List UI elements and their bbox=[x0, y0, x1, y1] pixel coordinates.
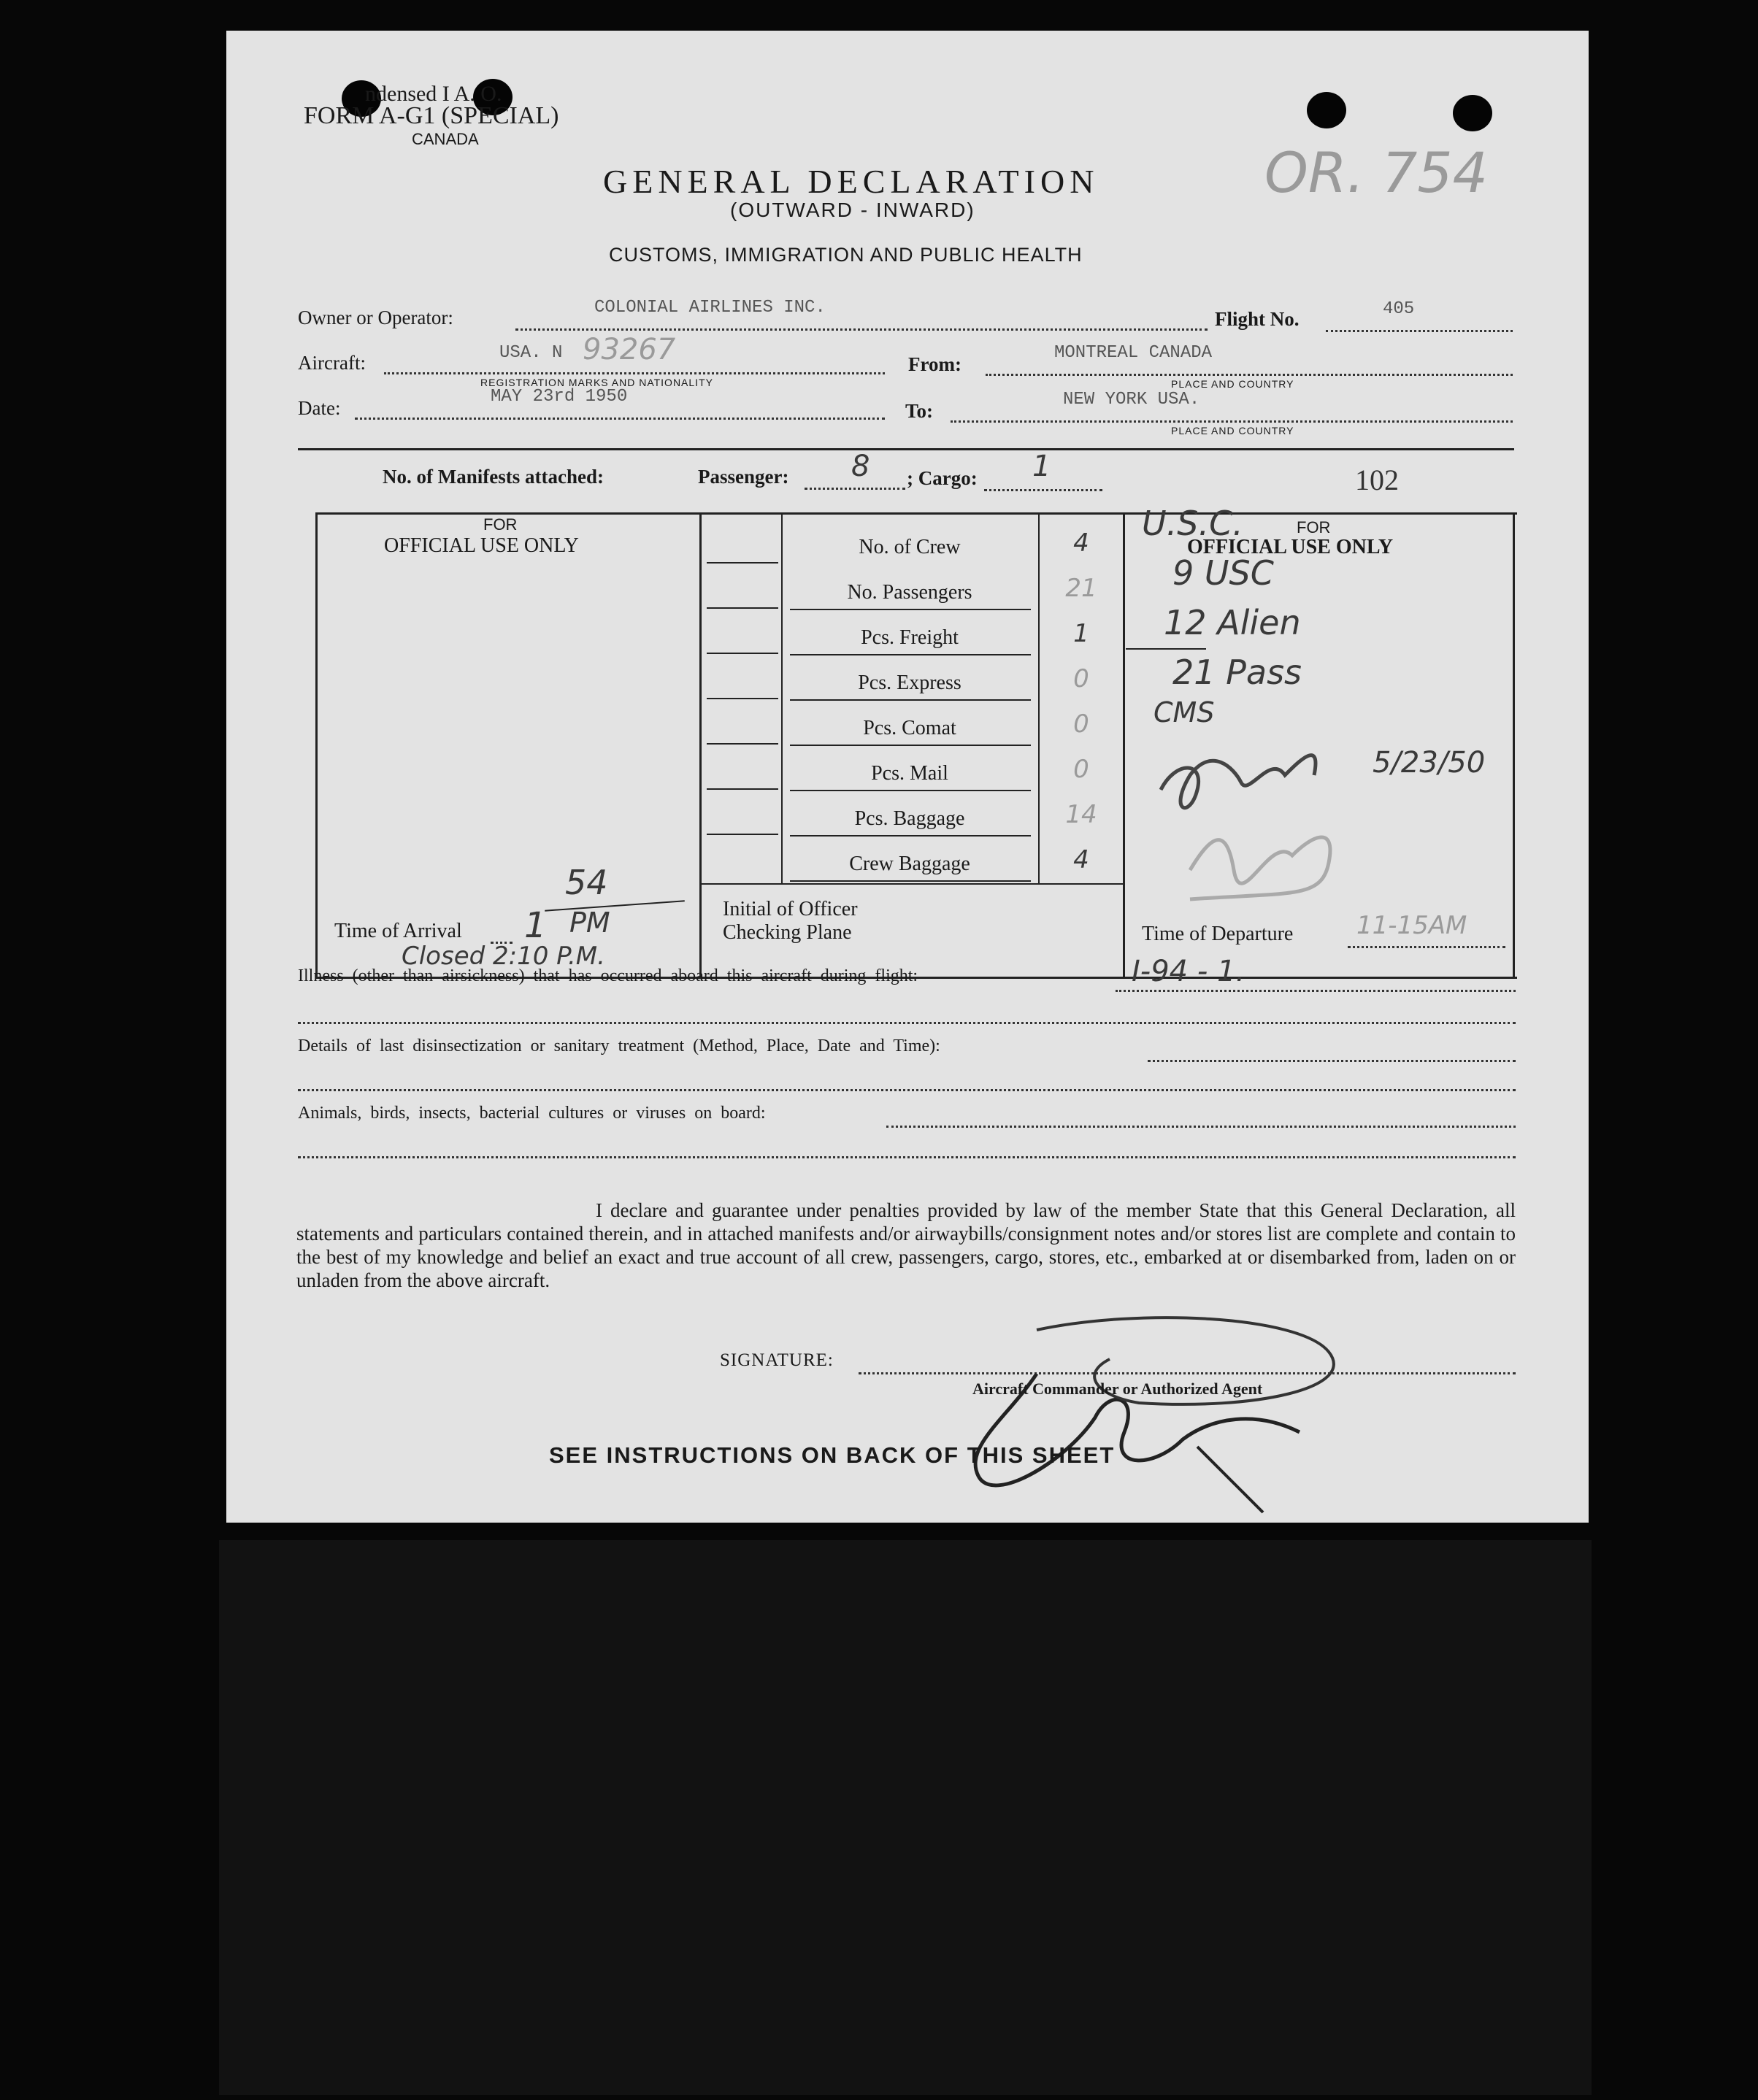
initial-officer-line2: Checking Plane bbox=[723, 921, 852, 944]
owner-value: COLONIAL AIRLINES INC. bbox=[594, 298, 826, 318]
official-note: CMS bbox=[1154, 696, 1215, 728]
official-note: U.S.C. bbox=[1142, 504, 1243, 543]
arrival-minutes: 54 bbox=[565, 863, 608, 902]
signature-caption: Aircraft Commander or Authorized Agent bbox=[972, 1380, 1263, 1398]
row-label: No. Passengers bbox=[847, 581, 972, 604]
to-caption: PLACE AND COUNTRY bbox=[1171, 425, 1294, 436]
date-value: MAY 23rd 1950 bbox=[491, 387, 628, 407]
instructions-footer: SEE INSTRUCTIONS ON BACK OF THIS SHEET bbox=[549, 1442, 1116, 1468]
form-country: CANADA bbox=[412, 130, 479, 148]
row-label: No. of Crew bbox=[859, 536, 961, 558]
row-value: 4 bbox=[1073, 528, 1089, 558]
row-value: 1 bbox=[1073, 619, 1089, 648]
official-note: 21 Pass bbox=[1172, 653, 1302, 692]
aircraft-label: Aircraft: bbox=[298, 352, 366, 374]
from-label: From: bbox=[908, 353, 961, 375]
to-label: To: bbox=[905, 400, 934, 422]
form-condensed-line: ndensed I A. O. bbox=[365, 82, 502, 106]
signature-label: SIGNATURE: bbox=[720, 1350, 834, 1370]
cargo-value: 1 bbox=[1032, 450, 1051, 483]
right-official-for: FOR bbox=[1297, 518, 1331, 536]
form-subtitle: (OUTWARD - INWARD) bbox=[730, 199, 975, 221]
punch-hole bbox=[1453, 95, 1492, 131]
row-label: Pcs. Express bbox=[858, 672, 961, 694]
official-note: 5/23/50 bbox=[1373, 746, 1486, 780]
aircraft-caption: REGISTRATION MARKS AND NATIONALITY bbox=[480, 377, 713, 388]
stamp-number: OR. 754 bbox=[1264, 140, 1489, 205]
passenger-value: 8 bbox=[851, 450, 870, 483]
to-value: NEW YORK USA. bbox=[1063, 390, 1200, 409]
from-caption: PLACE AND COUNTRY bbox=[1171, 378, 1294, 390]
row-label: Pcs. Freight bbox=[861, 626, 959, 649]
aircraft-value-typed: USA. N bbox=[499, 343, 563, 363]
row-value: 0 bbox=[1073, 709, 1089, 739]
officer-initials-mark bbox=[1146, 724, 1394, 943]
passenger-label: Passenger: bbox=[698, 466, 789, 488]
punch-hole bbox=[1307, 92, 1346, 128]
declaration-text: I declare and guarantee under penalties provided by law of the member State that this General Declaration, all statements and particulars contained therein, and in attached manifests and/or airwaybills/consignment notes and/or stores list are complete and contain to the best of my knowledge and belief an exact and true account of all crew, passengers, cargo, stores, etc., embarked at or disembarked from, laden on or unladen from the above aircraft. bbox=[296, 1199, 1516, 1291]
row-label: Pcs. Mail bbox=[871, 762, 948, 785]
row-value: 0 bbox=[1073, 664, 1089, 693]
aircraft-value-hand: 93267 bbox=[583, 333, 676, 366]
row-label: Pcs. Baggage bbox=[854, 807, 965, 830]
time-of-arrival-label: Time of Arrival bbox=[334, 920, 462, 942]
form-number: FORM A-G1 (SPECIAL) bbox=[304, 102, 559, 129]
initial-officer-line1: Initial of Officer bbox=[723, 898, 858, 920]
manifests-label: No. of Manifests attached: bbox=[383, 466, 604, 488]
official-note: 9 USC bbox=[1172, 553, 1274, 593]
closed-note: Closed 2:10 P.M. bbox=[402, 942, 605, 971]
form-title: GENERAL DECLARATION bbox=[603, 163, 1099, 200]
flight-value: 405 bbox=[1383, 299, 1415, 319]
left-official-for: FOR bbox=[483, 515, 518, 534]
arrival-pm: PM bbox=[569, 907, 610, 939]
declaration-form bbox=[226, 31, 1589, 1523]
form-section: CUSTOMS, IMMIGRATION AND PUBLIC HEALTH bbox=[609, 244, 1083, 266]
owner-label: Owner or Operator: bbox=[298, 307, 453, 328]
departure-value: 11-15AM bbox=[1356, 911, 1467, 940]
right-official-label: OFFICIAL USE ONLY bbox=[1187, 536, 1394, 558]
animals-label: Animals, birds, insects, bacterial cultures or viruses on board: bbox=[298, 1104, 766, 1123]
illness-value: I-94 - 1. bbox=[1132, 955, 1245, 988]
signature-mark bbox=[920, 1301, 1431, 1520]
arrival-hour: 1 bbox=[524, 905, 547, 946]
row-value: 0 bbox=[1073, 755, 1089, 784]
illness-label: Illness (other than airsickness) that has occurred aboard this aircraft during flight: bbox=[298, 966, 918, 985]
from-value: MONTREAL CANADA bbox=[1054, 343, 1213, 363]
time-of-departure-label: Time of Departure bbox=[1142, 923, 1294, 945]
cargo-label: ; Cargo: bbox=[907, 467, 978, 489]
row-label: Crew Baggage bbox=[849, 853, 970, 875]
disinsectization-label: Details of last disinsectization or sanitary treatment (Method, Place, Date and Time): bbox=[298, 1036, 940, 1055]
official-note: 12 Alien bbox=[1164, 603, 1301, 642]
manifest-number: 102 bbox=[1355, 464, 1399, 496]
row-label: Pcs. Comat bbox=[863, 717, 956, 739]
date-label: Date: bbox=[298, 397, 341, 419]
row-value: 21 bbox=[1065, 574, 1097, 603]
left-official-label: OFFICIAL USE ONLY bbox=[384, 534, 579, 557]
row-value: 4 bbox=[1073, 845, 1089, 874]
scan-background bbox=[219, 1540, 1592, 2095]
flight-label: Flight No. bbox=[1215, 308, 1300, 330]
row-value: 14 bbox=[1065, 800, 1097, 829]
